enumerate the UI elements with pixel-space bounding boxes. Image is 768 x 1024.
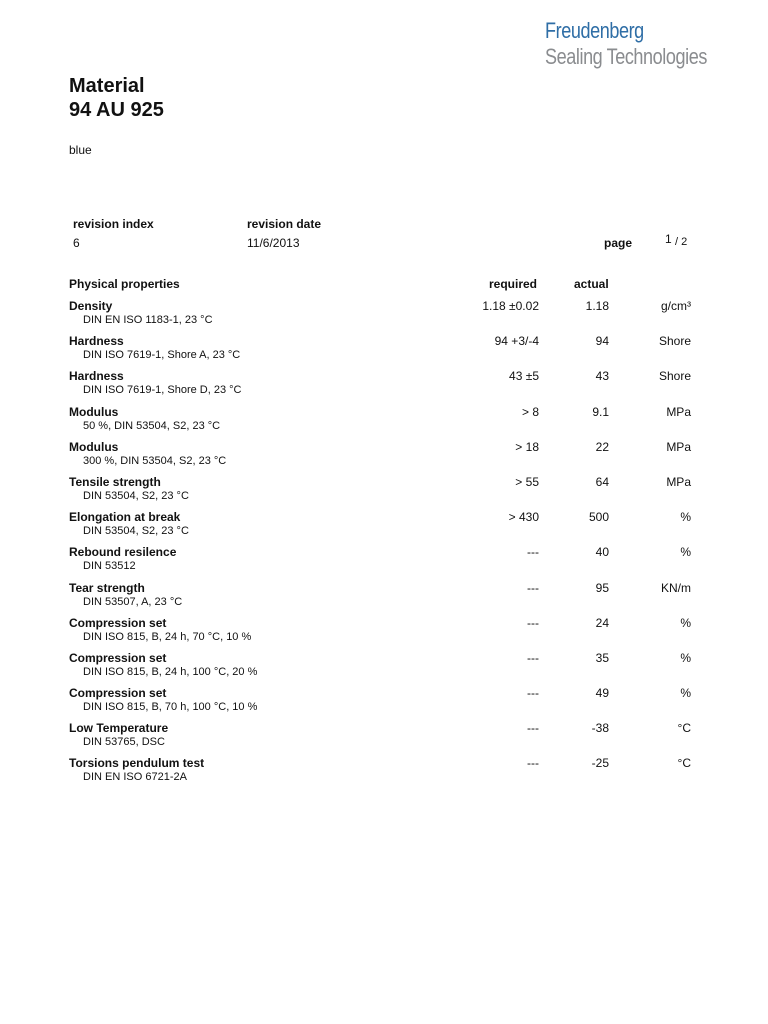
property-actual: 500 bbox=[588, 510, 609, 525]
table-row bbox=[0, 686, 768, 721]
property-unit: MPa bbox=[666, 404, 691, 419]
property-actual: 64 bbox=[595, 474, 609, 489]
property-required: --- bbox=[527, 615, 539, 630]
property-unit: g/cm³ bbox=[661, 299, 691, 313]
property-unit: Shore bbox=[658, 334, 691, 349]
table-row bbox=[0, 581, 768, 616]
property-actual: -38 bbox=[591, 721, 609, 736]
table-row bbox=[0, 405, 768, 440]
property-standard: DIN ISO 815, B, 24 h, 100 °C, 20 % bbox=[83, 665, 258, 678]
property-name: Tensile strength bbox=[69, 474, 161, 489]
table-row bbox=[0, 369, 768, 404]
property-unit: MPa bbox=[666, 474, 691, 489]
property-actual: 1.18 bbox=[585, 299, 609, 313]
property-standard: DIN ISO 7619-1, Shore D, 23 °C bbox=[83, 384, 242, 397]
property-name: Hardness bbox=[69, 369, 124, 384]
property-standard: DIN 53507, A, 23 °C bbox=[83, 595, 183, 608]
property-unit: % bbox=[680, 686, 691, 701]
property-standard: DIN 53765, DSC bbox=[83, 736, 165, 749]
property-name: Elongation at break bbox=[69, 510, 181, 525]
revision-date-value: 11/6/2013 bbox=[247, 236, 300, 250]
property-unit: °C bbox=[677, 721, 691, 736]
property-unit: % bbox=[680, 650, 691, 665]
property-required: --- bbox=[527, 686, 539, 701]
property-name: Compression set bbox=[69, 686, 167, 701]
property-unit: % bbox=[680, 545, 691, 560]
revision-index-value: 6 bbox=[73, 236, 80, 250]
property-required: --- bbox=[527, 721, 539, 736]
property-required: 94 +3/-4 bbox=[494, 334, 539, 349]
column-header-actual: actual bbox=[574, 277, 609, 291]
company-logo bbox=[545, 18, 745, 70]
property-standard: DIN ISO 7619-1, Shore A, 23 °C bbox=[83, 349, 241, 362]
property-standard: DIN EN ISO 1183-1, 23 °C bbox=[83, 314, 213, 326]
revision-index-label: revision index bbox=[73, 217, 154, 231]
property-standard: DIN 53504, S2, 23 °C bbox=[83, 489, 189, 502]
property-required: > 18 bbox=[515, 439, 539, 454]
property-actual: 49 bbox=[595, 686, 609, 701]
page-label: page bbox=[604, 236, 633, 250]
property-name: Tear strength bbox=[69, 580, 145, 595]
property-required: > 8 bbox=[521, 404, 539, 419]
table-row bbox=[0, 545, 768, 580]
column-header-required: required bbox=[489, 277, 538, 291]
property-standard: DIN 53504, S2, 23 °C bbox=[83, 525, 189, 538]
property-actual: 9.1 bbox=[592, 404, 609, 419]
page-total: / 2 bbox=[675, 236, 688, 248]
material-code: 94 AU 925 bbox=[69, 99, 164, 121]
property-actual: 24 bbox=[595, 615, 609, 630]
property-required: --- bbox=[527, 650, 539, 665]
material-title bbox=[69, 74, 164, 122]
property-name: Modulus bbox=[69, 439, 119, 454]
table-row bbox=[0, 756, 768, 791]
table-row bbox=[0, 616, 768, 651]
property-name: Compression set bbox=[69, 615, 167, 630]
property-name: Low Temperature bbox=[69, 721, 169, 736]
property-actual: 95 bbox=[595, 580, 609, 595]
property-actual: 40 bbox=[595, 545, 609, 560]
property-standard: DIN ISO 815, B, 24 h, 70 °C, 10 % bbox=[83, 630, 252, 643]
property-required: --- bbox=[527, 545, 539, 560]
table-row bbox=[0, 440, 768, 475]
logo-brand-name: Freudenberg bbox=[545, 18, 644, 43]
property-name: Compression set bbox=[69, 650, 167, 665]
property-name: Torsions pendulum test bbox=[69, 756, 205, 771]
revision-date-label: revision date bbox=[247, 217, 322, 231]
page-current: 1 bbox=[665, 232, 672, 246]
property-unit: Shore bbox=[658, 369, 691, 384]
table-row bbox=[0, 299, 768, 334]
table-row bbox=[0, 475, 768, 510]
property-standard: DIN ISO 815, B, 70 h, 100 °C, 10 % bbox=[83, 701, 258, 714]
table-row bbox=[0, 651, 768, 686]
property-required: --- bbox=[527, 580, 539, 595]
property-actual: 35 bbox=[595, 650, 609, 665]
material-label: Material bbox=[69, 75, 145, 97]
property-unit: % bbox=[680, 615, 691, 630]
property-standard: 300 %, DIN 53504, S2, 23 °C bbox=[83, 454, 227, 467]
property-required: > 55 bbox=[515, 474, 539, 489]
property-actual: 43 bbox=[595, 369, 609, 384]
property-unit: KN/m bbox=[661, 580, 691, 595]
page-number bbox=[665, 234, 687, 248]
property-standard: DIN 53512 bbox=[83, 560, 136, 573]
property-actual: -25 bbox=[591, 756, 609, 771]
property-required: > 430 bbox=[508, 510, 539, 525]
table-row bbox=[0, 510, 768, 545]
table-row bbox=[0, 721, 768, 756]
property-required: --- bbox=[527, 756, 539, 771]
property-name: Rebound resilence bbox=[69, 545, 177, 560]
logo-tagline: Sealing Technologies bbox=[545, 44, 707, 69]
table-row bbox=[0, 334, 768, 369]
property-unit: °C bbox=[677, 756, 691, 771]
property-standard: DIN EN ISO 6721-2A bbox=[83, 771, 187, 784]
property-name: Modulus bbox=[69, 404, 119, 419]
property-unit: MPa bbox=[666, 439, 691, 454]
property-name: Density bbox=[69, 299, 113, 313]
property-actual: 94 bbox=[595, 334, 609, 349]
properties-table bbox=[0, 299, 768, 792]
property-required: 43 ±5 bbox=[509, 369, 539, 384]
property-name: Hardness bbox=[69, 334, 124, 349]
section-title: Physical properties bbox=[69, 277, 180, 291]
property-unit: % bbox=[680, 510, 691, 525]
property-required: 1.18 ±0.02 bbox=[482, 299, 539, 313]
property-actual: 22 bbox=[595, 439, 609, 454]
property-standard: 50 %, DIN 53504, S2, 23 °C bbox=[83, 419, 221, 432]
material-color: blue bbox=[69, 143, 92, 157]
